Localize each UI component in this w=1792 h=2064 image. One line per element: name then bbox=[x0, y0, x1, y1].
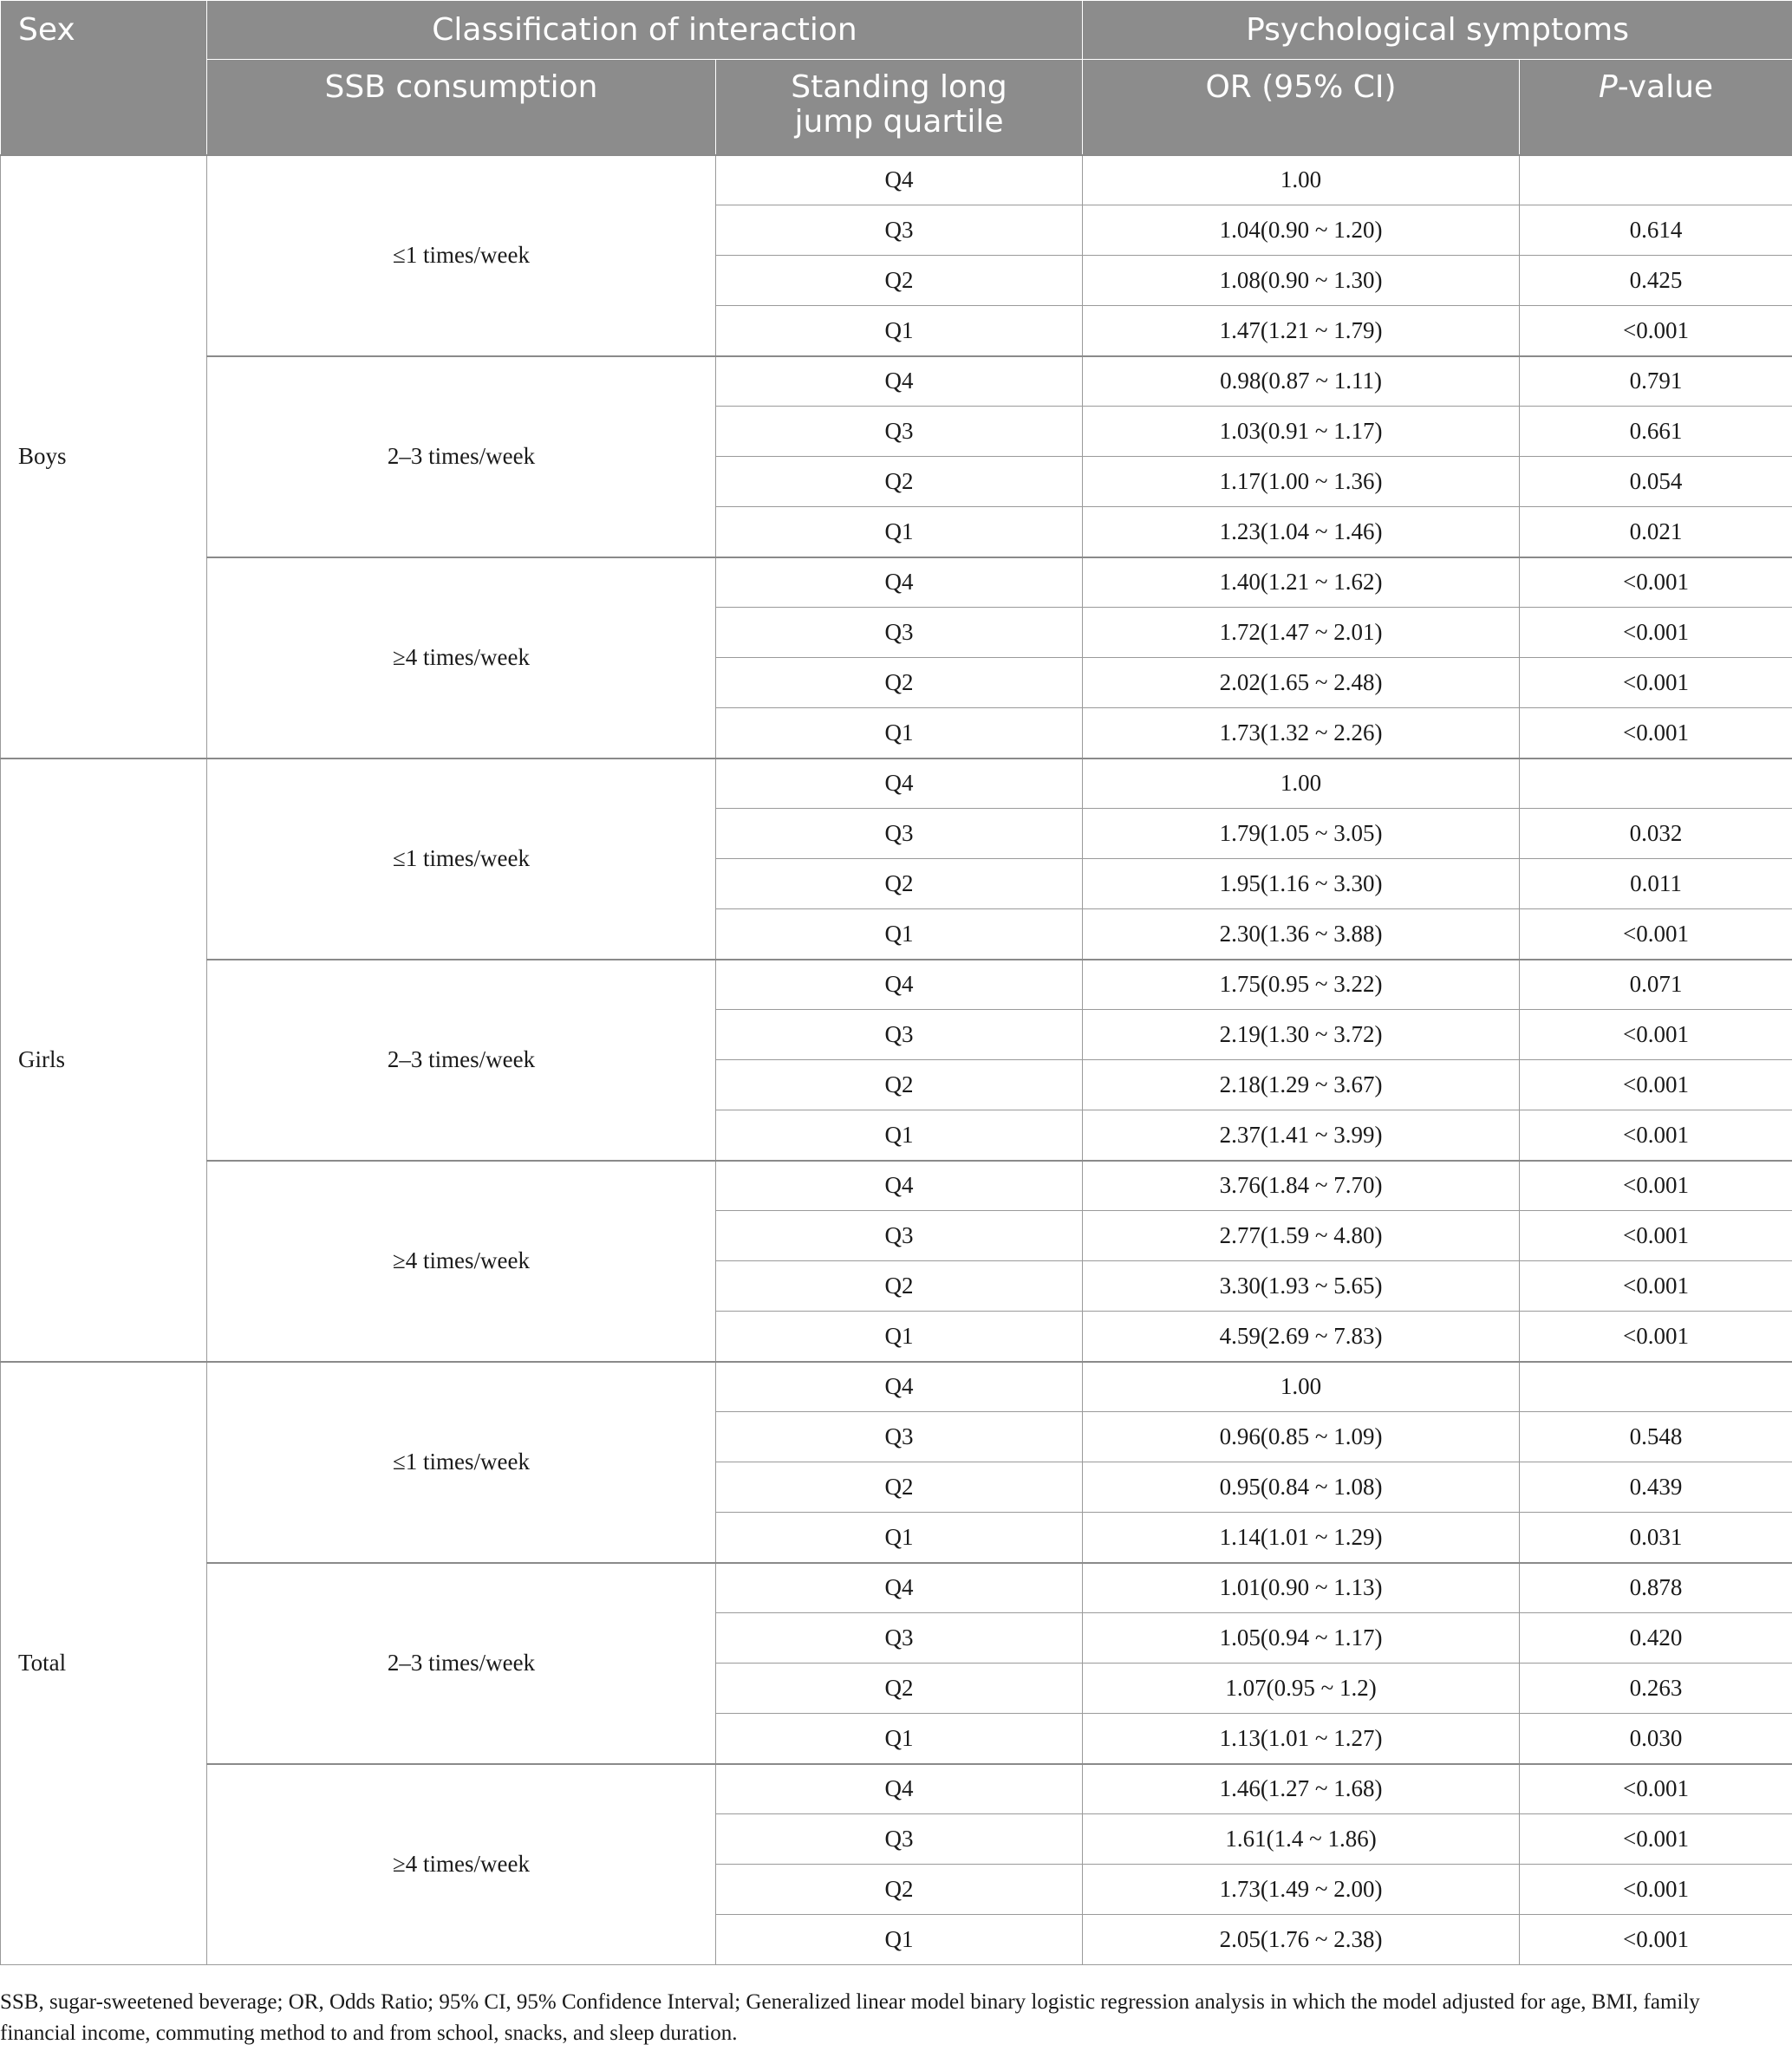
cell-quartile: Q4 bbox=[716, 557, 1083, 608]
header-or: OR (95% CI) bbox=[1083, 60, 1520, 155]
cell-quartile: Q2 bbox=[716, 1664, 1083, 1714]
cell-or-ci: 1.95(1.16 ~ 3.30) bbox=[1083, 859, 1520, 909]
cell-quartile: Q3 bbox=[716, 608, 1083, 658]
cell-quartile: Q4 bbox=[716, 1161, 1083, 1211]
cell-or-ci: 1.73(1.32 ~ 2.26) bbox=[1083, 708, 1520, 759]
cell-p-value: 0.071 bbox=[1520, 960, 1792, 1010]
cell-ssb-consumption: ≥4 times/week bbox=[207, 1764, 716, 1965]
cell-p-value: <0.001 bbox=[1520, 1060, 1792, 1110]
cell-quartile: Q3 bbox=[716, 407, 1083, 457]
cell-or-ci: 1.61(1.4 ~ 1.86) bbox=[1083, 1814, 1520, 1865]
cell-or-ci: 1.47(1.21 ~ 1.79) bbox=[1083, 306, 1520, 356]
cell-or-ci: 2.30(1.36 ~ 3.88) bbox=[1083, 909, 1520, 960]
table-row bbox=[1, 759, 1792, 809]
cell-quartile: Q4 bbox=[716, 1764, 1083, 1814]
table-row bbox=[1, 1563, 1792, 1613]
cell-or-ci: 1.14(1.01 ~ 1.29) bbox=[1083, 1513, 1520, 1563]
cell-ssb-consumption: ≥4 times/week bbox=[207, 1161, 716, 1362]
cell-p-value: 0.263 bbox=[1520, 1664, 1792, 1714]
cell-p-value: 0.548 bbox=[1520, 1412, 1792, 1462]
cell-or-ci: 1.07(0.95 ~ 1.2) bbox=[1083, 1664, 1520, 1714]
cell-p-value: 0.030 bbox=[1520, 1714, 1792, 1764]
cell-quartile: Q2 bbox=[716, 658, 1083, 708]
cell-quartile: Q1 bbox=[716, 909, 1083, 960]
cell-p-value: <0.001 bbox=[1520, 658, 1792, 708]
cell-quartile: Q1 bbox=[716, 1513, 1083, 1563]
cell-ssb-consumption: 2–3 times/week bbox=[207, 960, 716, 1161]
cell-quartile: Q2 bbox=[716, 1261, 1083, 1312]
cell-or-ci: 1.13(1.01 ~ 1.27) bbox=[1083, 1714, 1520, 1764]
cell-quartile: Q2 bbox=[716, 457, 1083, 507]
cell-or-ci: 2.37(1.41 ~ 3.99) bbox=[1083, 1110, 1520, 1161]
header-ssb-consumption: SSB consumption bbox=[207, 60, 716, 155]
cell-p-value: <0.001 bbox=[1520, 1211, 1792, 1261]
cell-p-value: <0.001 bbox=[1520, 1915, 1792, 1965]
cell-or-ci: 3.30(1.93 ~ 5.65) bbox=[1083, 1261, 1520, 1312]
cell-quartile: Q2 bbox=[716, 1060, 1083, 1110]
cell-or-ci: 2.77(1.59 ~ 4.80) bbox=[1083, 1211, 1520, 1261]
header-p-rest: -value bbox=[1617, 69, 1714, 105]
cell-or-ci: 4.59(2.69 ~ 7.83) bbox=[1083, 1312, 1520, 1362]
cell-p-value: 0.791 bbox=[1520, 356, 1792, 407]
header-p-value bbox=[1520, 60, 1792, 155]
cell-quartile: Q4 bbox=[716, 1563, 1083, 1613]
cell-or-ci: 1.73(1.49 ~ 2.00) bbox=[1083, 1865, 1520, 1915]
cell-or-ci: 1.00 bbox=[1083, 759, 1520, 809]
cell-p-value: <0.001 bbox=[1520, 909, 1792, 960]
cell-or-ci: 1.17(1.00 ~ 1.36) bbox=[1083, 457, 1520, 507]
cell-p-value: 0.054 bbox=[1520, 457, 1792, 507]
cell-or-ci: 1.46(1.27 ~ 1.68) bbox=[1083, 1764, 1520, 1814]
cell-p-value: 0.031 bbox=[1520, 1513, 1792, 1563]
header-quartile-label: Standing long jump quartile bbox=[791, 69, 1007, 140]
cell-or-ci: 0.95(0.84 ~ 1.08) bbox=[1083, 1462, 1520, 1513]
table-row bbox=[1, 1362, 1792, 1412]
cell-p-value: 0.021 bbox=[1520, 507, 1792, 557]
cell-or-ci: 1.04(0.90 ~ 1.20) bbox=[1083, 205, 1520, 256]
cell-quartile: Q1 bbox=[716, 507, 1083, 557]
cell-p-value: <0.001 bbox=[1520, 306, 1792, 356]
cell-p-value: 0.032 bbox=[1520, 809, 1792, 859]
cell-or-ci: 1.00 bbox=[1083, 1362, 1520, 1412]
cell-or-ci: 1.23(1.04 ~ 1.46) bbox=[1083, 507, 1520, 557]
cell-or-ci: 1.03(0.91 ~ 1.17) bbox=[1083, 407, 1520, 457]
header-outcome: Psychological symptoms bbox=[1083, 1, 1792, 60]
cell-or-ci: 2.19(1.30 ~ 3.72) bbox=[1083, 1010, 1520, 1060]
cell-p-value: <0.001 bbox=[1520, 1312, 1792, 1362]
cell-p-value: <0.001 bbox=[1520, 1010, 1792, 1060]
header-p-italic: P bbox=[1598, 69, 1618, 105]
cell-p-value: <0.001 bbox=[1520, 1764, 1792, 1814]
cell-quartile: Q3 bbox=[716, 809, 1083, 859]
cell-quartile: Q4 bbox=[716, 356, 1083, 407]
cell-or-ci: 1.08(0.90 ~ 1.30) bbox=[1083, 256, 1520, 306]
table-row bbox=[1, 557, 1792, 608]
cell-p-value: 0.439 bbox=[1520, 1462, 1792, 1513]
cell-p-value: 0.425 bbox=[1520, 256, 1792, 306]
cell-or-ci: 1.40(1.21 ~ 1.62) bbox=[1083, 557, 1520, 608]
cell-sex: Boys bbox=[1, 155, 207, 759]
cell-quartile: Q3 bbox=[716, 1814, 1083, 1865]
cell-p-value: 0.614 bbox=[1520, 205, 1792, 256]
cell-p-value: <0.001 bbox=[1520, 557, 1792, 608]
cell-ssb-consumption: ≤1 times/week bbox=[207, 1362, 716, 1563]
cell-or-ci: 2.05(1.76 ~ 2.38) bbox=[1083, 1915, 1520, 1965]
cell-p-value: <0.001 bbox=[1520, 1110, 1792, 1161]
cell-quartile: Q1 bbox=[716, 708, 1083, 759]
cell-p-value: <0.001 bbox=[1520, 1161, 1792, 1211]
cell-quartile: Q4 bbox=[716, 1362, 1083, 1412]
cell-p-value bbox=[1520, 759, 1792, 809]
cell-p-value: <0.001 bbox=[1520, 708, 1792, 759]
cell-or-ci: 1.75(0.95 ~ 3.22) bbox=[1083, 960, 1520, 1010]
cell-quartile: Q3 bbox=[716, 1412, 1083, 1462]
table-body bbox=[1, 155, 1792, 1965]
cell-p-value bbox=[1520, 1362, 1792, 1412]
cell-quartile: Q1 bbox=[716, 1714, 1083, 1764]
cell-p-value: <0.001 bbox=[1520, 1261, 1792, 1312]
cell-quartile: Q3 bbox=[716, 205, 1083, 256]
cell-or-ci: 0.98(0.87 ~ 1.11) bbox=[1083, 356, 1520, 407]
cell-ssb-consumption: ≥4 times/week bbox=[207, 557, 716, 759]
table-row bbox=[1, 1161, 1792, 1211]
cell-quartile: Q2 bbox=[716, 1865, 1083, 1915]
cell-quartile: Q3 bbox=[716, 1211, 1083, 1261]
cell-p-value: 0.011 bbox=[1520, 859, 1792, 909]
header-quartile bbox=[716, 60, 1083, 155]
cell-quartile: Q2 bbox=[716, 859, 1083, 909]
cell-quartile: Q1 bbox=[716, 1312, 1083, 1362]
cell-quartile: Q2 bbox=[716, 1462, 1083, 1513]
cell-ssb-consumption: ≤1 times/week bbox=[207, 759, 716, 960]
cell-or-ci: 1.05(0.94 ~ 1.17) bbox=[1083, 1613, 1520, 1664]
cell-quartile: Q4 bbox=[716, 759, 1083, 809]
cell-quartile: Q4 bbox=[716, 155, 1083, 205]
cell-p-value: 0.420 bbox=[1520, 1613, 1792, 1664]
cell-p-value: <0.001 bbox=[1520, 1865, 1792, 1915]
cell-p-value: 0.661 bbox=[1520, 407, 1792, 457]
table-row bbox=[1, 155, 1792, 205]
cell-or-ci: 0.96(0.85 ~ 1.09) bbox=[1083, 1412, 1520, 1462]
header-sex: Sex bbox=[1, 1, 207, 155]
table-row bbox=[1, 1764, 1792, 1814]
cell-p-value: <0.001 bbox=[1520, 1814, 1792, 1865]
cell-quartile: Q4 bbox=[716, 960, 1083, 1010]
cell-p-value: <0.001 bbox=[1520, 608, 1792, 658]
cell-or-ci: 3.76(1.84 ~ 7.70) bbox=[1083, 1161, 1520, 1211]
cell-or-ci: 1.79(1.05 ~ 3.05) bbox=[1083, 809, 1520, 859]
cell-quartile: Q1 bbox=[716, 1915, 1083, 1965]
cell-or-ci: 1.00 bbox=[1083, 155, 1520, 205]
cell-or-ci: 1.01(0.90 ~ 1.13) bbox=[1083, 1563, 1520, 1613]
cell-or-ci: 1.72(1.47 ~ 2.01) bbox=[1083, 608, 1520, 658]
cell-ssb-consumption: 2–3 times/week bbox=[207, 356, 716, 557]
cell-quartile: Q3 bbox=[716, 1010, 1083, 1060]
table-row bbox=[1, 960, 1792, 1010]
cell-or-ci: 2.02(1.65 ~ 2.48) bbox=[1083, 658, 1520, 708]
cell-ssb-consumption: 2–3 times/week bbox=[207, 1563, 716, 1764]
cell-ssb-consumption: ≤1 times/week bbox=[207, 155, 716, 356]
cell-quartile: Q1 bbox=[716, 306, 1083, 356]
cell-or-ci: 2.18(1.29 ~ 3.67) bbox=[1083, 1060, 1520, 1110]
cell-sex: Total bbox=[1, 1362, 207, 1965]
cell-p-value bbox=[1520, 155, 1792, 205]
cell-p-value: 0.878 bbox=[1520, 1563, 1792, 1613]
table-footnote: SSB, sugar-sweetened beverage; OR, Odds Ratio; 95% CI, 95% Confidence Interval; Generalized linear model binary logistic regression analysis in which the model adjusted for age, BMI, family financial income, commuting method to and from school, snacks, and sleep duration. bbox=[0, 1990, 1700, 2045]
table-header bbox=[1, 1, 1792, 155]
table-row bbox=[1, 356, 1792, 407]
cell-quartile: Q1 bbox=[716, 1110, 1083, 1161]
cell-sex: Girls bbox=[1, 759, 207, 1362]
header-classification: Classification of interaction bbox=[207, 1, 1083, 60]
cell-quartile: Q2 bbox=[716, 256, 1083, 306]
cell-quartile: Q3 bbox=[716, 1613, 1083, 1664]
